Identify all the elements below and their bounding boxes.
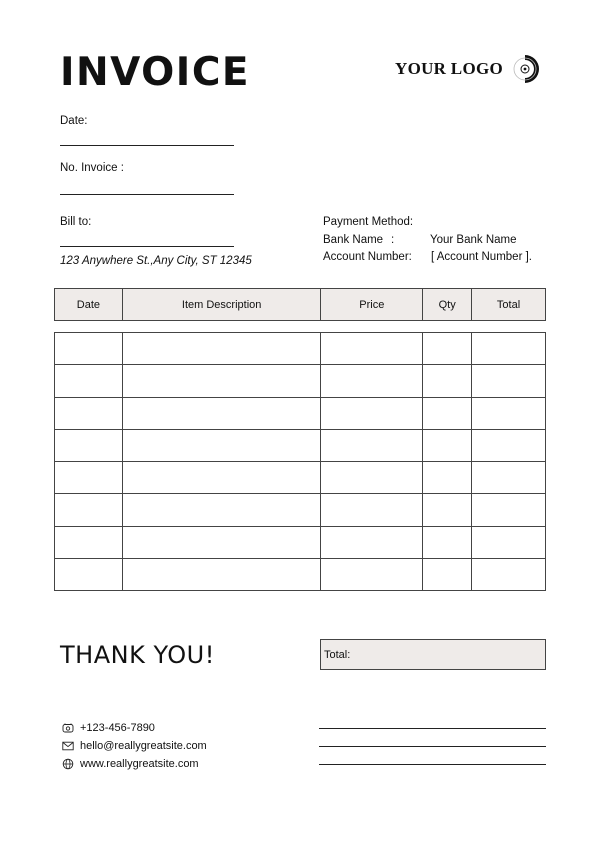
signature-line-1[interactable] xyxy=(319,728,546,729)
table-cell-total[interactable] xyxy=(472,397,546,429)
date-line[interactable] xyxy=(60,145,234,146)
table-row xyxy=(55,559,546,591)
column-header-total: Total xyxy=(472,289,546,321)
table-cell-price[interactable] xyxy=(321,397,423,429)
table-row xyxy=(55,462,546,494)
table-cell-total[interactable] xyxy=(472,559,546,591)
table-cell-item-description[interactable] xyxy=(122,429,321,461)
table-cell-total[interactable] xyxy=(472,365,546,397)
bill-to-label: Bill to: xyxy=(60,216,92,228)
contact-website xyxy=(62,758,199,770)
table-cell-qty[interactable] xyxy=(423,365,472,397)
mail-icon xyxy=(62,740,74,752)
table-cell-item-description[interactable] xyxy=(122,365,321,397)
table-cell-item-description[interactable] xyxy=(122,526,321,558)
bank-name-value: Your Bank Name xyxy=(430,234,517,246)
bill-to-address: 123 Anywhere St.,Any City, ST 12345 xyxy=(60,255,252,267)
items-table-header xyxy=(54,288,546,321)
bank-name-separator: : xyxy=(391,234,395,246)
column-header-item-description: Item Description xyxy=(122,289,321,321)
table-cell-item-description[interactable] xyxy=(122,397,321,429)
table-cell-date[interactable] xyxy=(55,397,123,429)
contact-email xyxy=(62,740,207,752)
invoice-number-label: No. Invoice : xyxy=(60,162,124,174)
signature-line-2[interactable] xyxy=(319,746,546,747)
table-cell-price[interactable] xyxy=(321,526,423,558)
column-header-price: Price xyxy=(321,289,423,321)
table-cell-qty[interactable] xyxy=(423,397,472,429)
table-cell-qty[interactable] xyxy=(423,526,472,558)
table-row xyxy=(55,333,546,365)
logo-mark-icon xyxy=(508,52,542,86)
table-cell-qty[interactable] xyxy=(423,333,472,365)
table-row xyxy=(55,429,546,461)
table-cell-total[interactable] xyxy=(472,429,546,461)
items-table-body xyxy=(54,332,546,591)
table-cell-date[interactable] xyxy=(55,429,123,461)
table-cell-qty[interactable] xyxy=(423,462,472,494)
table-cell-date[interactable] xyxy=(55,559,123,591)
table-cell-total[interactable] xyxy=(472,333,546,365)
invoice-number-line[interactable] xyxy=(60,194,234,195)
table-row xyxy=(55,365,546,397)
invoice-title: INVOICE xyxy=(60,50,251,95)
payment-method-label: Payment Method: xyxy=(323,216,414,228)
table-cell-date[interactable] xyxy=(55,494,123,526)
signature-line-3[interactable] xyxy=(319,764,546,765)
phone-icon xyxy=(62,722,74,734)
contact-phone xyxy=(62,722,155,734)
table-cell-qty[interactable] xyxy=(423,494,472,526)
total-box[interactable]: Total: xyxy=(320,639,546,670)
thank-you-text: THANK YOU! xyxy=(60,641,215,669)
bank-name-label: Bank Name xyxy=(323,234,384,246)
table-cell-price[interactable] xyxy=(321,462,423,494)
table-cell-price[interactable] xyxy=(321,559,423,591)
table-cell-item-description[interactable] xyxy=(122,494,321,526)
logo-text: YOUR LOGO xyxy=(395,59,504,78)
table-cell-price[interactable] xyxy=(321,429,423,461)
table-cell-item-description[interactable] xyxy=(122,462,321,494)
table-row xyxy=(55,526,546,558)
table-cell-item-description[interactable] xyxy=(122,333,321,365)
table-cell-qty[interactable] xyxy=(423,429,472,461)
column-header-date: Date xyxy=(55,289,123,321)
table-cell-price[interactable] xyxy=(321,494,423,526)
phone-number: +123-456-7890 xyxy=(80,722,155,734)
website-url[interactable]: www.reallygreatsite.com xyxy=(80,758,199,770)
table-cell-item-description[interactable] xyxy=(122,559,321,591)
table-cell-date[interactable] xyxy=(55,526,123,558)
table-cell-total[interactable] xyxy=(472,462,546,494)
account-number-value: [ Account Number ]. xyxy=(431,251,532,263)
email-address[interactable]: hello@reallygreatsite.com xyxy=(80,740,207,752)
bill-to-line[interactable] xyxy=(60,246,234,247)
table-row xyxy=(55,494,546,526)
date-label: Date: xyxy=(60,115,88,127)
table-cell-price[interactable] xyxy=(321,365,423,397)
account-number-label: Account Number: xyxy=(323,251,412,263)
column-header-qty: Qty xyxy=(423,289,472,321)
globe-icon xyxy=(62,758,74,770)
table-cell-date[interactable] xyxy=(55,462,123,494)
table-cell-date[interactable] xyxy=(55,333,123,365)
table-cell-date[interactable] xyxy=(55,365,123,397)
table-row xyxy=(55,397,546,429)
table-cell-price[interactable] xyxy=(321,333,423,365)
table-cell-qty[interactable] xyxy=(423,559,472,591)
table-cell-total[interactable] xyxy=(472,526,546,558)
table-cell-total[interactable] xyxy=(472,494,546,526)
